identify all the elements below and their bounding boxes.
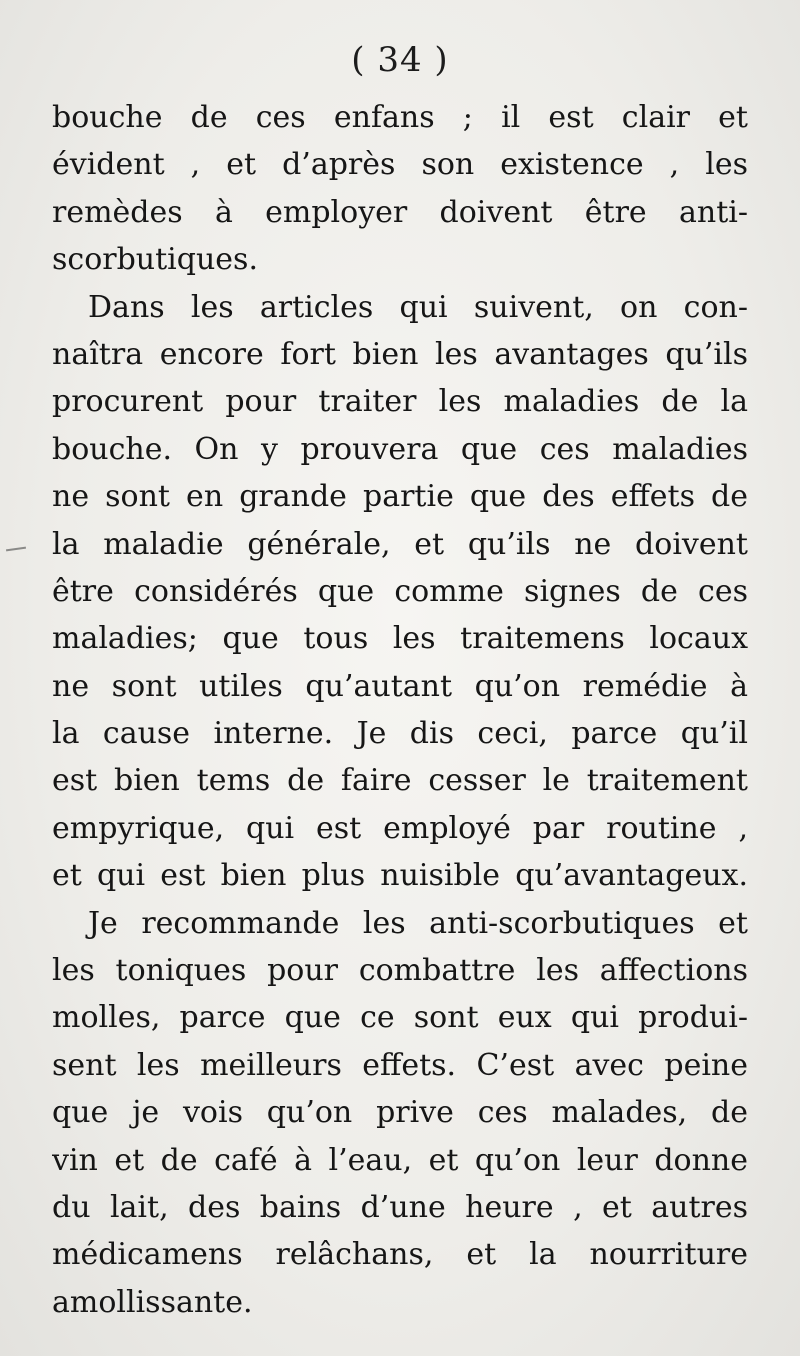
text-line: bouche de ces enfans ; il est clair et <box>52 100 748 135</box>
text-line: médicamens relâchans, et la nourriture <box>52 1237 748 1273</box>
paragraph-3 <box>52 900 748 1327</box>
text-line: remèdes à employer doivent être anti- <box>52 194 748 230</box>
text-line: molles, parce que ce sont eux qui produi- <box>52 1000 748 1036</box>
text-line: évident , et d’après son existence , les <box>52 147 748 183</box>
body-text <box>52 94 748 1326</box>
text-line: la maladie générale, et qu’ils ne doivent <box>52 526 748 562</box>
text-line: ne sont en grande partie que des effets de <box>52 479 748 515</box>
text-line: amollissante. <box>52 1284 253 1320</box>
text-line: être considérés que comme signes de ces <box>52 573 748 609</box>
text-line: ne sont utiles qu’autant qu’on remédie à <box>52 668 748 704</box>
text-line: naîtra encore fort bien les avantages qu’ils <box>52 336 748 372</box>
text-line: scorbutiques. <box>52 242 258 278</box>
paragraph-1 <box>52 94 748 284</box>
text-line: empyrique, qui est employé par routine , <box>52 810 748 846</box>
text-line: que je vois qu’on prive ces malades, de <box>52 1095 748 1131</box>
text-line: est bien tems de faire cesser le traitement <box>52 763 748 799</box>
page-number: ( 34 ) <box>351 40 449 80</box>
text-line: bouche. On y prouvera que ces maladies <box>52 431 748 467</box>
text-line: maladies; que tous les traitemens locaux <box>52 621 748 657</box>
text-line: les toniques pour combattre les affections <box>52 953 748 989</box>
text-line: sent les meilleurs effets. C’est avec peine <box>52 1047 748 1083</box>
paragraph-2 <box>52 284 748 900</box>
text-line: et qui est bien plus nuisible qu’avantageux. <box>52 858 748 894</box>
text-line: Dans les articles qui suivent, on con- <box>88 289 748 325</box>
text-line: vin et de café à l’eau, et qu’on leur donne <box>52 1142 748 1178</box>
text-line: Je recommande les anti-scorbutiques et <box>88 905 748 941</box>
text-line: du lait, des bains d’une heure , et autres <box>52 1189 748 1225</box>
text-line: la cause interne. Je dis ceci, parce qu’il <box>52 716 748 752</box>
text-line: procurent pour traiter les maladies de la <box>52 384 748 420</box>
margin-mark <box>6 547 26 552</box>
